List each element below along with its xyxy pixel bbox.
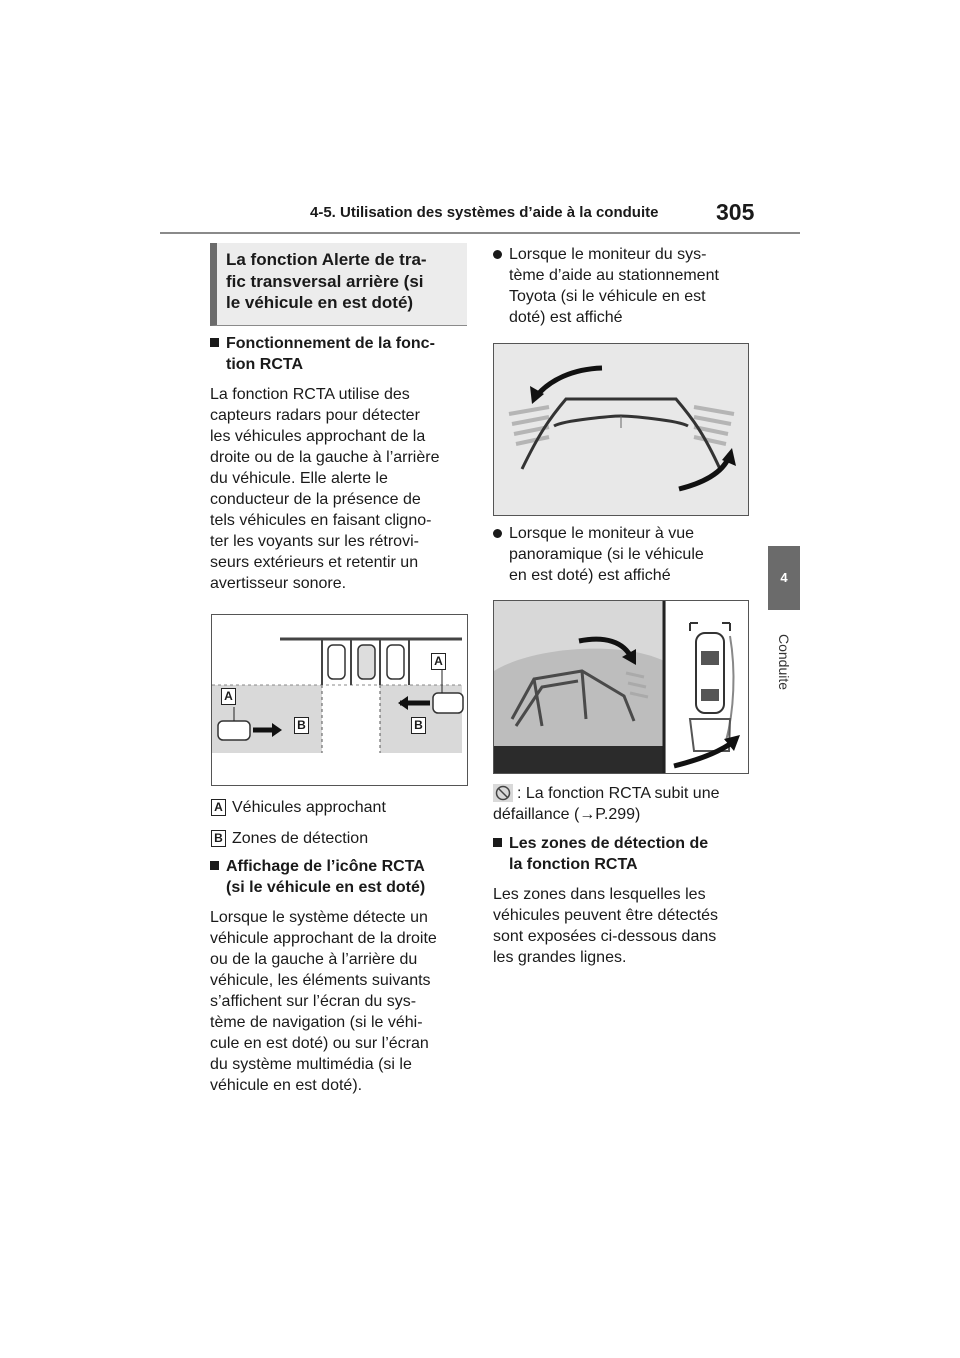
parking-assist-screen (493, 343, 749, 516)
square-bullet-icon (493, 838, 502, 847)
rcta-operation-paragraph (210, 384, 470, 594)
approaching-car-right (433, 693, 463, 713)
para-line: les grandes lignes. (493, 949, 627, 966)
para-line: véhicule approchant de la droite (210, 930, 437, 947)
para-line: véhicules peuvent être détectés (493, 907, 719, 924)
bullet-parking-assist (493, 244, 763, 328)
legend-b-text: Zones de détection (232, 830, 369, 847)
header-rule (160, 232, 800, 234)
heading-line: (si le véhicule en est doté) (226, 879, 426, 896)
bullet-panoramic (493, 523, 763, 586)
section-title-line-1: La fonction Alerte de tra- (226, 250, 427, 269)
square-bullet-icon (210, 338, 219, 347)
para-line: les véhicules approchant de la (210, 428, 426, 445)
label-b-left: B (294, 717, 309, 734)
bullet-line: doté) est affiché (509, 309, 623, 326)
label-a-left: A (221, 688, 236, 705)
icon-display-heading (210, 856, 425, 898)
para-line: tels véhicules en faisant cligno- (210, 512, 432, 529)
para-line: du véhicule. Elle alerte le (210, 470, 388, 487)
para-line: seurs extérieurs et retentir un (210, 554, 419, 571)
panoramic-screen (493, 600, 749, 774)
heading-line: Les zones de détection de (493, 833, 708, 854)
square-bullet-icon (210, 861, 219, 870)
right-detection-stripes (694, 407, 734, 444)
panoramic-view (494, 601, 748, 773)
page-number: 305 (716, 199, 755, 225)
parking-lot-figure (211, 614, 468, 786)
heading-line: Fonctionnement de la fonc- (210, 333, 435, 354)
legend-b (211, 828, 368, 849)
section-title-box (210, 243, 467, 326)
para-line: sont exposées ci-dessous dans (493, 928, 717, 945)
detection-zones-paragraph (493, 884, 763, 968)
rcta-malfunction-icon (493, 784, 513, 802)
para-line: véhicule, les éléments suivants (210, 972, 431, 989)
chapter-tab: 4 (768, 546, 800, 610)
para-line: La fonction RCTA utilise des (210, 386, 410, 403)
detection-zones-heading (493, 833, 708, 875)
legend-a-tag: A (211, 799, 226, 816)
zone-gap (322, 685, 380, 753)
para-line: ou de la gauche à l’arrière du (210, 951, 418, 968)
running-header: 4-5. Utilisation des systèmes d’aide à la conduite (310, 204, 659, 221)
bumper-area (494, 746, 664, 773)
para-line: ter les voyants sur les rétrovi- (210, 533, 419, 550)
section-title-line-3: le véhicule en est doté) (226, 293, 414, 312)
curved-arrow-icon (534, 368, 602, 399)
left-detection-stripes (509, 407, 549, 444)
rcta-operation-heading (210, 333, 435, 375)
para-line: Lorsque le système détecte un (210, 909, 428, 926)
malfunction-note-line2: défaillance (→P.299) (493, 806, 641, 823)
parking-lot-diagram (212, 615, 467, 785)
section-title-line-2: fic transversal arrière (si (226, 271, 424, 291)
para-line: conducteur de la présence de (210, 491, 421, 508)
para-line: s’affichent sur l’écran du sys- (210, 993, 417, 1010)
bullet-dot-icon (493, 250, 502, 259)
heading-line: la fonction RCTA (509, 856, 638, 873)
ground-area (494, 649, 664, 746)
para-line: véhicule en est doté). (210, 1077, 363, 1094)
bullet-line: Lorsque le moniteur à vue (509, 525, 694, 542)
legend-a-text: Véhicules approchant (232, 799, 386, 816)
legend-b-tag: B (211, 830, 226, 847)
para-line: Les zones dans lesquelles les (493, 886, 706, 903)
para-line: avertisseur sonore. (210, 575, 347, 592)
para-line: capteurs radars pour détecter (210, 407, 420, 424)
parked-car-icon (328, 645, 404, 679)
malfunction-note-line1: : La fonction RCTA subit une (517, 785, 720, 802)
chapter-label-text: Conduite (776, 633, 792, 691)
bullet-line: tème d’aide au stationnement (509, 267, 719, 284)
bullet-line: Lorsque le moniteur du sys- (509, 246, 707, 263)
bullet-dot-icon (493, 529, 502, 538)
approaching-car-left (218, 721, 250, 740)
curved-arrow-icon (679, 454, 730, 489)
para-line: droite ou de la gauche à l’arrière (210, 449, 440, 466)
para-line: cule en est doté) ou sur l’écran (210, 1035, 429, 1052)
legend-a (211, 797, 386, 818)
para-line: tème de navigation (si le véhi- (210, 1014, 423, 1031)
label-a-right: A (431, 653, 446, 670)
heading-line: tion RCTA (226, 356, 304, 373)
heading-line: Affichage de l’icône RCTA (210, 856, 425, 877)
chapter-label (764, 622, 804, 702)
bullet-line: panoramique (si le véhicule (509, 546, 704, 563)
bullet-line: Toyota (si le véhicule en est (509, 288, 706, 305)
label-b-right: B (411, 717, 426, 734)
rear-view-guidelines (494, 344, 748, 515)
icon-display-paragraph (210, 907, 470, 1096)
bullet-line: en est doté) est affiché (509, 567, 671, 584)
guideline-outer (522, 399, 720, 469)
para-line: du système multimédia (si le (210, 1056, 412, 1073)
